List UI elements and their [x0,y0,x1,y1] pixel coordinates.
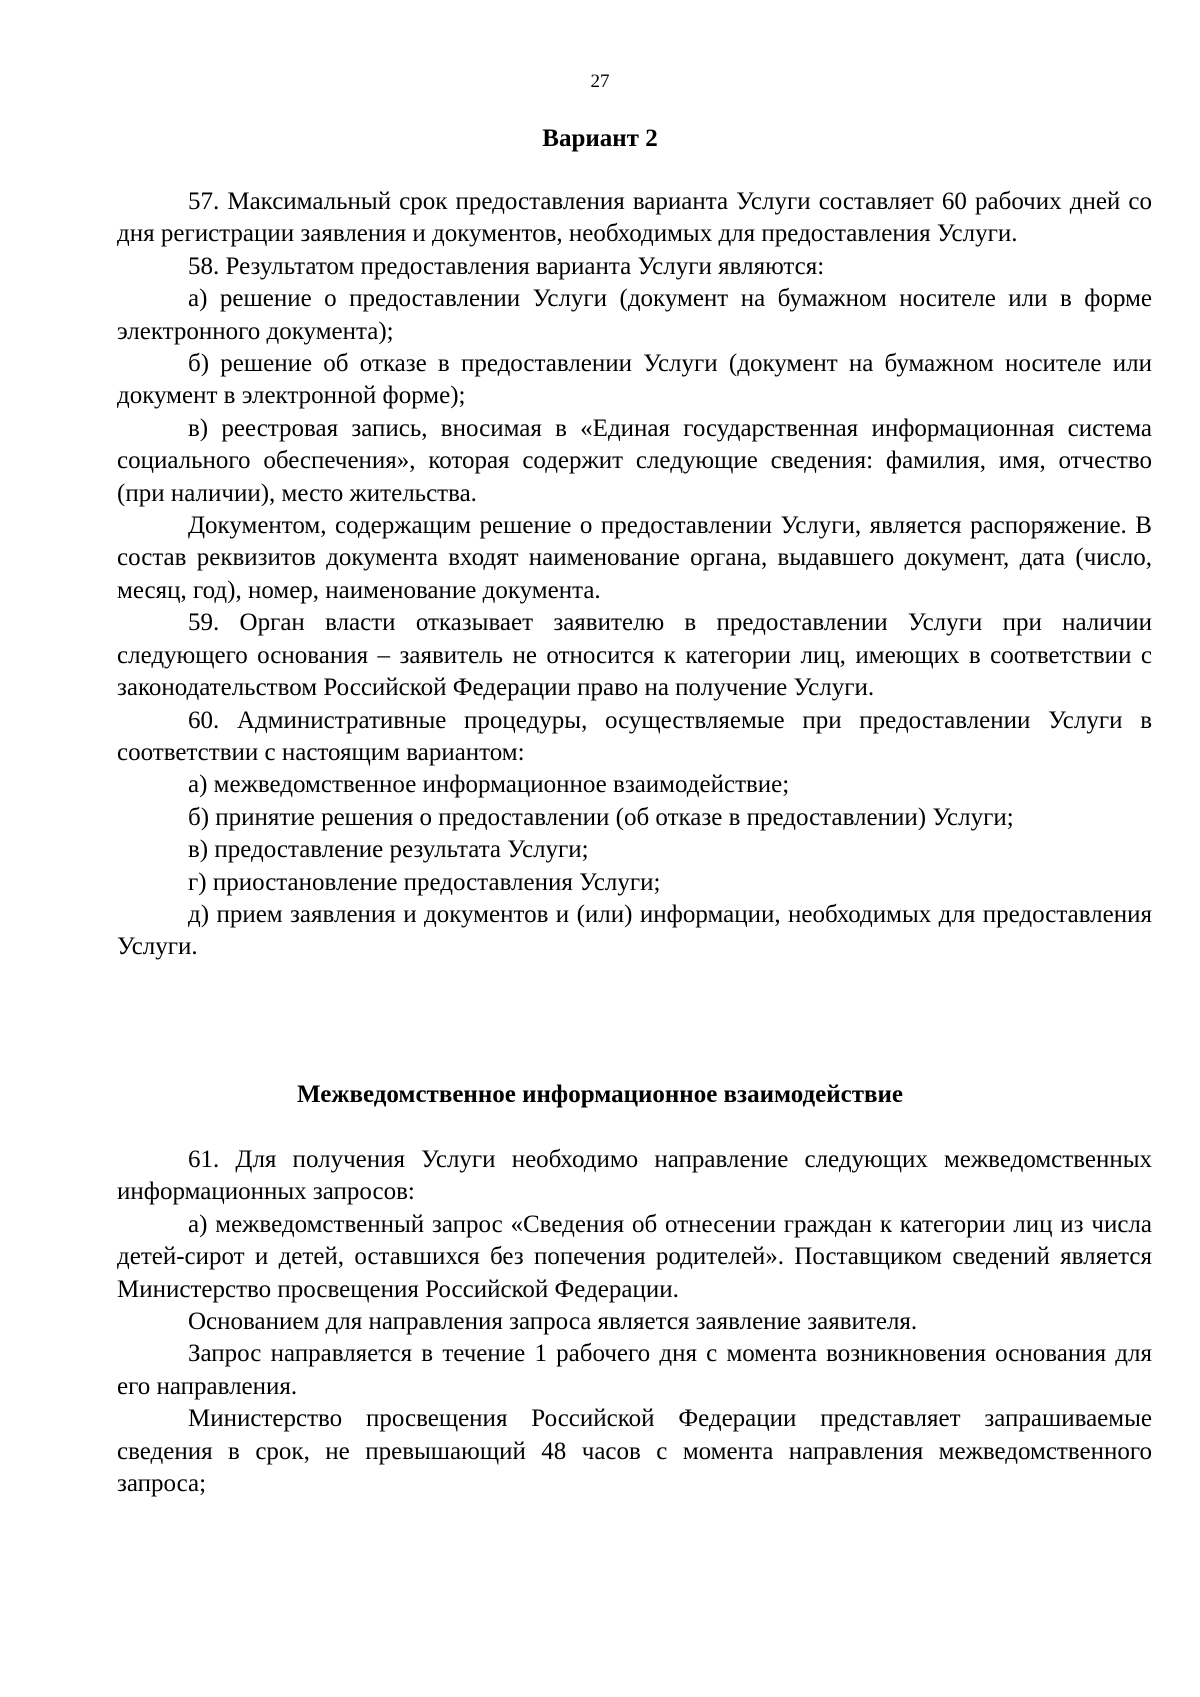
section-body-variant [117,186,1152,964]
paragraph-60-g: г) приостановление предоставления Услуги; [188,868,661,896]
paragraph-59: 59. Орган власти отказывает заявителю в предоставлении Услуги при наличии следующего основания – заявитель не относится к категории лиц, имеющих в соответствии с законодательством Российской Федерации право на получение Услуги. [117,609,1152,702]
paragraph-57: 57. Максимальный срок предоставления варианта Услуги составляет 60 рабочих дней со дня регистрации заявления и документов, необходимых для предоставления Услуги. [117,188,1152,248]
paragraph-61: 61. Для получения Услуги необходимо направление следующих межведомственных информационных запросов: [117,1146,1152,1206]
paragraph-request-basis: Основанием для направления запроса является заявление заявителя. [188,1308,918,1336]
page-number: 27 [590,71,610,92]
paragraph-60-d: д) прием заявления и документов и (или) информации, необходимых для предоставления Услуги. [117,900,1152,961]
section-body-interagency [117,1144,1152,1500]
section-heading-interagency: Межведомственное информационное взаимодействие [297,1081,903,1108]
paragraph-decision-document: Документом, содержащим решение о предоставлении Услуги, является распоряжение. В состав реквизитов документа входят наименование органа, выдавшего документ, дата (число, месяц, год), номер, наименование документа. [117,512,1152,604]
paragraph-58: 58. Результатом предоставления варианта Услуги являются: [188,252,825,280]
paragraph-58-a: а) решение о предоставлении Услуги (документ на бумажном носителе или в форме электронного документа); [117,285,1152,345]
paragraph-60-a: а) межведомственное информационное взаимодействие; [188,771,790,799]
paragraph-ministry-response: Министерство просвещения Российской Федерации представляет запрашиваемые сведения в срок, не превышающий 48 часов с момента направления межведомственного запроса; [117,1405,1152,1498]
paragraph-60: 60. Административные процедуры, осуществляемые при предоставлении Услуги в соответствии с настоящим вариантом: [117,706,1152,766]
paragraph-58-b: б) решение об отказе в предоставлении Услуги (документ на бумажном носителе или документ в электронной форме); [117,350,1152,410]
paragraph-60-v: в) предоставление результата Услуги; [188,836,589,864]
paragraph-58-v: в) реестровая запись, вносимая в «Единая государственная информационная система социального обеспечения», которая содержит следующие сведения: фамилия, имя, отчество (при наличии), место жительства. [117,414,1152,507]
section-heading-variant: Вариант 2 [542,125,658,152]
paragraph-60-b: б) принятие решения о предоставлении (об отказе в предоставлении) Услуги; [188,803,1014,831]
paragraph-61-a: а) межведомственный запрос «Сведения об отнесении граждан к категории лиц из числа детей-сирот и детей, оставшихся без попечения родителей». Поставщиком сведений является Министерство просвещения Российской Федерации. [117,1210,1152,1303]
paragraph-request-timing: Запрос направляется в течение 1 рабочего дня с момента возникновения основания для его направления. [117,1340,1152,1400]
